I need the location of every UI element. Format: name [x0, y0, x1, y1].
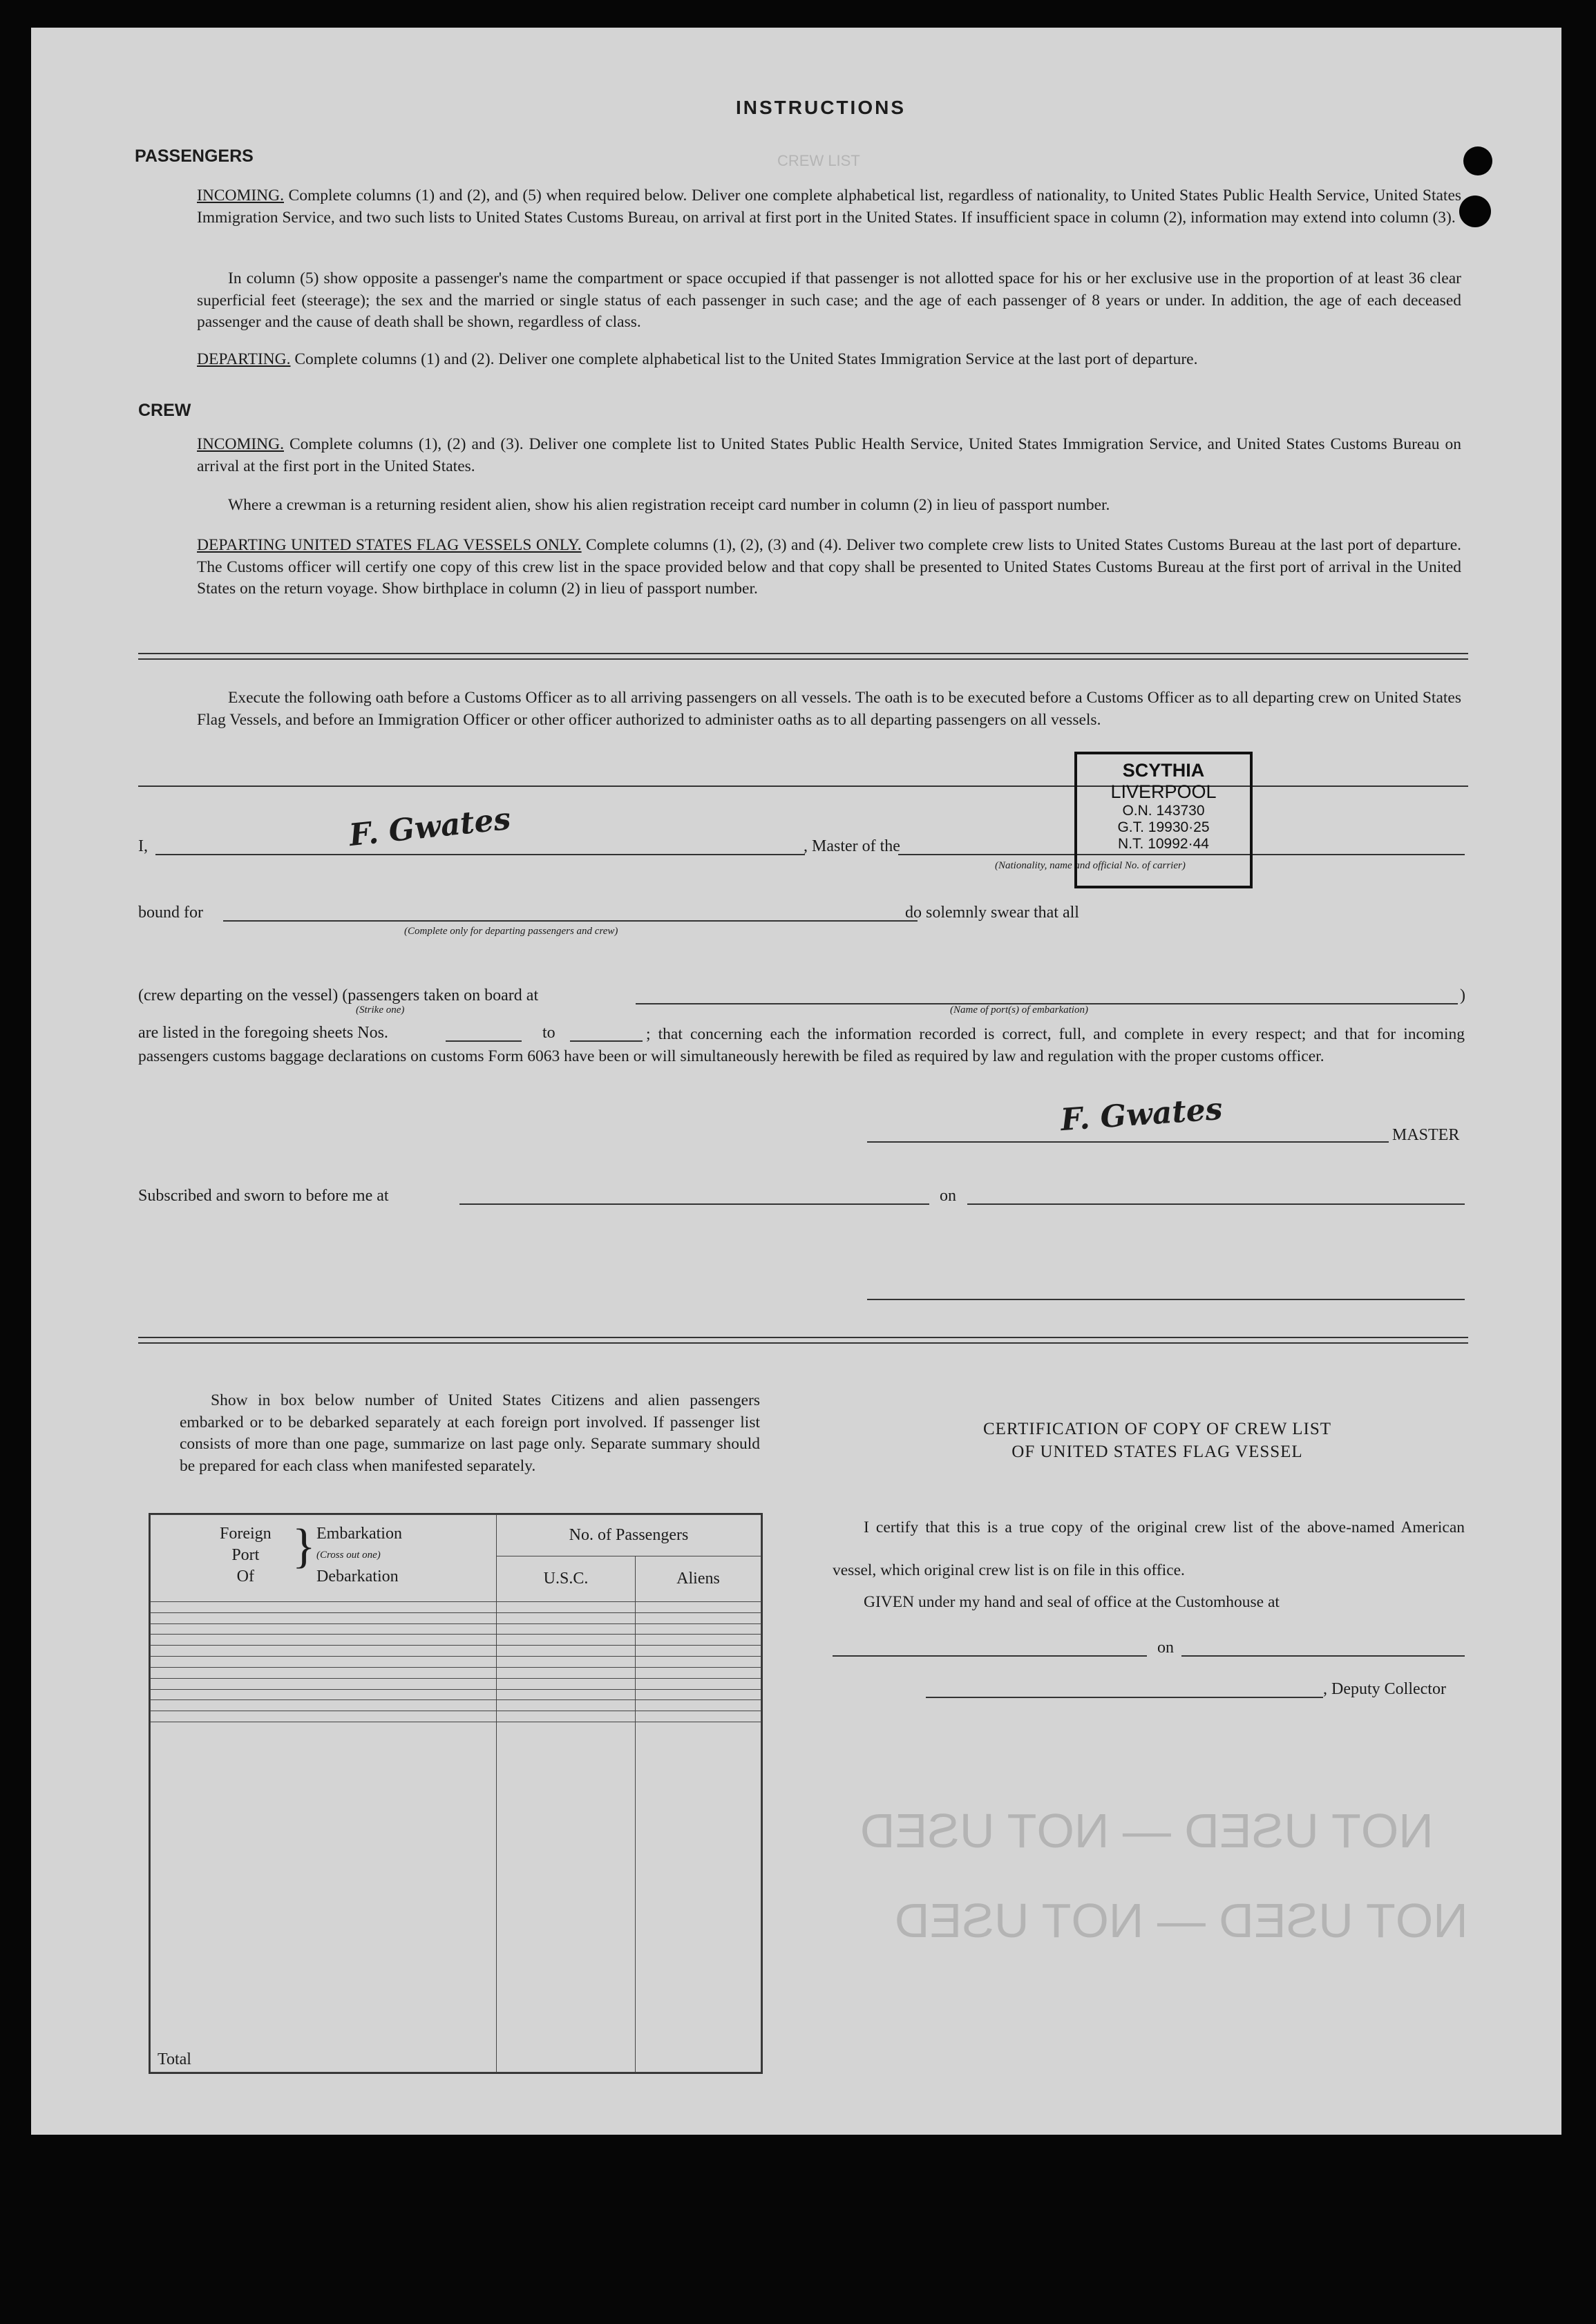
customhouse-field[interactable]	[833, 1655, 1147, 1657]
crew-departing-label: DEPARTING UNITED STATES FLAG VESSELS ONLY.	[197, 536, 582, 554]
passenger-summary-table	[149, 1513, 763, 2074]
col-foreign: Foreign	[220, 1525, 272, 1543]
ports-caption: (Name of port(s) of embarkation)	[950, 1004, 1088, 1016]
column5-paragraph: In column (5) show opposite a passenger's name the compartment or space occupied if that passenger is not allotted space for his or her exclusive use in the proportion of at least 36 clear superficial feet (steerage); the sex and the married or single status of each passenger in such case; and the age of each passenger of 8 years or under. In addition, the age of each deceased passenger and the cause of death shall be shown, regardless of class.	[197, 269, 1461, 331]
master-name-field[interactable]	[155, 854, 805, 855]
strike-one-caption: (Strike one)	[356, 1004, 405, 1016]
bound-for-label: bound for	[138, 904, 203, 922]
master-label: MASTER	[1392, 1126, 1460, 1144]
page-title: INSTRUCTIONS	[736, 97, 906, 118]
col-cross-out: (Cross out one)	[316, 1550, 381, 1561]
bleed-through-stamp: NOT USED — NOT USED	[860, 1804, 1434, 1858]
table-row[interactable]	[151, 1711, 761, 1722]
table-row[interactable]	[151, 1635, 761, 1646]
subscribed-label: Subscribed and sworn to before me at	[138, 1187, 389, 1205]
passengers-incoming-paragraph	[197, 185, 1461, 229]
crew-heading: CREW	[138, 401, 191, 420]
bound-for-field[interactable]	[223, 920, 918, 922]
crew-incoming-text: Complete columns (1), (2) and (3). Deliver one complete list to United States Public Health Service, United States Immigration Service, and United States Customs Bureau on arrival at the first port in the United States.	[197, 435, 1461, 475]
vessel-caption: (Nationality, name and official No. of carrier)	[995, 860, 1186, 871]
officer-signature-field[interactable]	[867, 1299, 1465, 1300]
crew-incoming-label: INCOMING.	[197, 435, 284, 453]
sworn-at-field[interactable]	[459, 1203, 929, 1205]
vessel-stamp	[1074, 752, 1253, 888]
certification-title-1: CERTIFICATION OF COPY OF CREW LIST	[982, 1420, 1332, 1438]
listed-in-label: are listed in the foregoing sheets Nos.	[138, 1024, 388, 1042]
table-row[interactable]	[151, 1623, 761, 1635]
punch-hole	[1459, 196, 1491, 227]
table-row[interactable]	[151, 1678, 761, 1689]
given-text: GIVEN under my hand and seal of office at the Customhouse at	[864, 1593, 1280, 1611]
double-rule-2	[138, 1337, 1468, 1344]
master-of-label: , Master of the	[804, 837, 900, 855]
total-row[interactable]	[151, 1722, 761, 2073]
table-row[interactable]	[151, 1700, 761, 1711]
col-of: Of	[236, 1568, 254, 1585]
table-row[interactable]	[151, 1646, 761, 1657]
deputy-signature-field[interactable]	[926, 1697, 1323, 1698]
certification-title-2: OF UNITED STATES FLAG VESSEL	[1011, 1442, 1303, 1461]
certification-title	[853, 1418, 1461, 1463]
crew-incoming-paragraph	[197, 434, 1461, 477]
close-paren: )	[1460, 987, 1465, 1004]
summary-instructions: Show in box below number of United States Citizens and alien passengers embarked or to be debarked separately at each foreign port involved. If passenger list consists of more than one page, summarize on last page only. Separate summary should be prepared for each class when manifested separately.	[180, 1391, 760, 1475]
resident-alien-paragraph: Where a crewman is a returning resident alien, show his alien registration receipt card number in column (2) in lieu of passport number.	[228, 496, 1110, 514]
on-label: on	[940, 1187, 956, 1205]
form-sheet	[31, 28, 1561, 2135]
usc-header: U.S.C.	[497, 1556, 636, 1602]
no-of-passengers-header: No. of Passengers	[497, 1515, 761, 1556]
port-header-cell: Foreign Port Of } Embarkation (Cross out one) Debarkation	[151, 1515, 497, 1602]
bleed-through-stamp: NOT USED — NOT USED	[895, 1894, 1468, 1947]
table-row[interactable]	[151, 1657, 761, 1668]
deputy-collector-label: , Deputy Collector	[1323, 1680, 1446, 1698]
bleed-through-text: CREW LIST	[777, 152, 860, 169]
certify-text: I certify that this is a true copy of the original crew list of the above-named American vessel, which original crew list is on file in this office.	[833, 1518, 1465, 1579]
aliens-header: Aliens	[636, 1556, 761, 1602]
master-signature-field[interactable]	[867, 1141, 1389, 1143]
oath-intro: Execute the following oath before a Customs Officer as to all arriving passengers on all vessels. The oath is to be executed before a Customs Officer as to all departing crew on United States Flag Vessels, and before an Immigration Officer or other officer authorized to administer oaths as to all departing passengers on all vessels.	[197, 689, 1461, 729]
cert-date-field[interactable]	[1181, 1655, 1465, 1657]
col-port: Port	[231, 1546, 260, 1564]
crew-departing-label: (crew departing on the vessel) (passengers taken on board at	[138, 987, 539, 1004]
incoming-label: INCOMING.	[197, 187, 284, 204]
master-signature-2: F. Gwates	[1059, 1091, 1224, 1139]
departing-text: Complete columns (1) and (2). Deliver one complete alphabetical list to the United States Immigration Service at the last port of departure.	[294, 350, 1198, 368]
punch-hole	[1463, 146, 1492, 175]
stamp-net-tonnage: N.T. 10992·44	[1118, 836, 1209, 852]
cert-on-label: on	[1157, 1639, 1174, 1657]
i-label: I,	[138, 837, 148, 855]
double-rule	[138, 653, 1468, 660]
departing-label: DEPARTING.	[197, 350, 291, 368]
stamp-gross-tonnage: G.T. 19930·25	[1117, 819, 1210, 835]
crew-departing-paragraph	[197, 535, 1461, 600]
table-row[interactable]	[151, 1689, 761, 1700]
total-label: Total	[151, 1722, 497, 2073]
listed-rest-text: ; that concerning each the information recorded is correct, full, and complete in every respect; and that for incoming passengers customs baggage declarations on customs Form 6063 have been or will simultaneously herewith be filed as required by law and regulation with the proper customs officer.	[138, 1025, 1465, 1065]
crew-departing-text: Complete columns (1), (2), (3) and (4). Deliver two complete crew lists to United States Customs Bureau at the last port of departure. The Customs officer will certify one copy of this crew list in the space provided below and that copy shall be presented to United States Customs Bureau at the first port of arrival in the United States on the return voyage. Show birthplace in column (2) in lieu of passport number.	[197, 536, 1461, 598]
table-row[interactable]	[151, 1612, 761, 1623]
stamp-ship: SCYTHIA	[1122, 760, 1205, 781]
col-debarkation: Debarkation	[316, 1568, 399, 1585]
table-row[interactable]	[151, 1667, 761, 1678]
sworn-on-field[interactable]	[967, 1203, 1465, 1205]
divider-line	[138, 785, 1468, 787]
solemnly-swear-label: do solemnly swear that all	[905, 904, 1079, 922]
master-signature: F. Gwates	[347, 801, 513, 854]
bound-for-caption: (Complete only for departing passengers and crew)	[404, 926, 618, 937]
incoming-text: Complete columns (1) and (2), and (5) when required below. Deliver one complete alphabetical list, regardless of nationality, to United States Public Health Service, United States Immigration Service, and two such lists to United States Customs Bureau, on arrival at first port in the United States. If insufficient space in column (2), information may extend into column (3).	[197, 187, 1462, 227]
col-embarkation: Embarkation	[316, 1525, 402, 1543]
stamp-port: LIVERPOOL	[1110, 781, 1217, 802]
passengers-departing-paragraph	[197, 349, 1461, 371]
stamp-official-number: O.N. 143730	[1122, 803, 1205, 819]
table-row[interactable]	[151, 1602, 761, 1613]
passengers-heading: PASSENGERS	[135, 146, 254, 166]
to-label: to	[542, 1024, 555, 1042]
